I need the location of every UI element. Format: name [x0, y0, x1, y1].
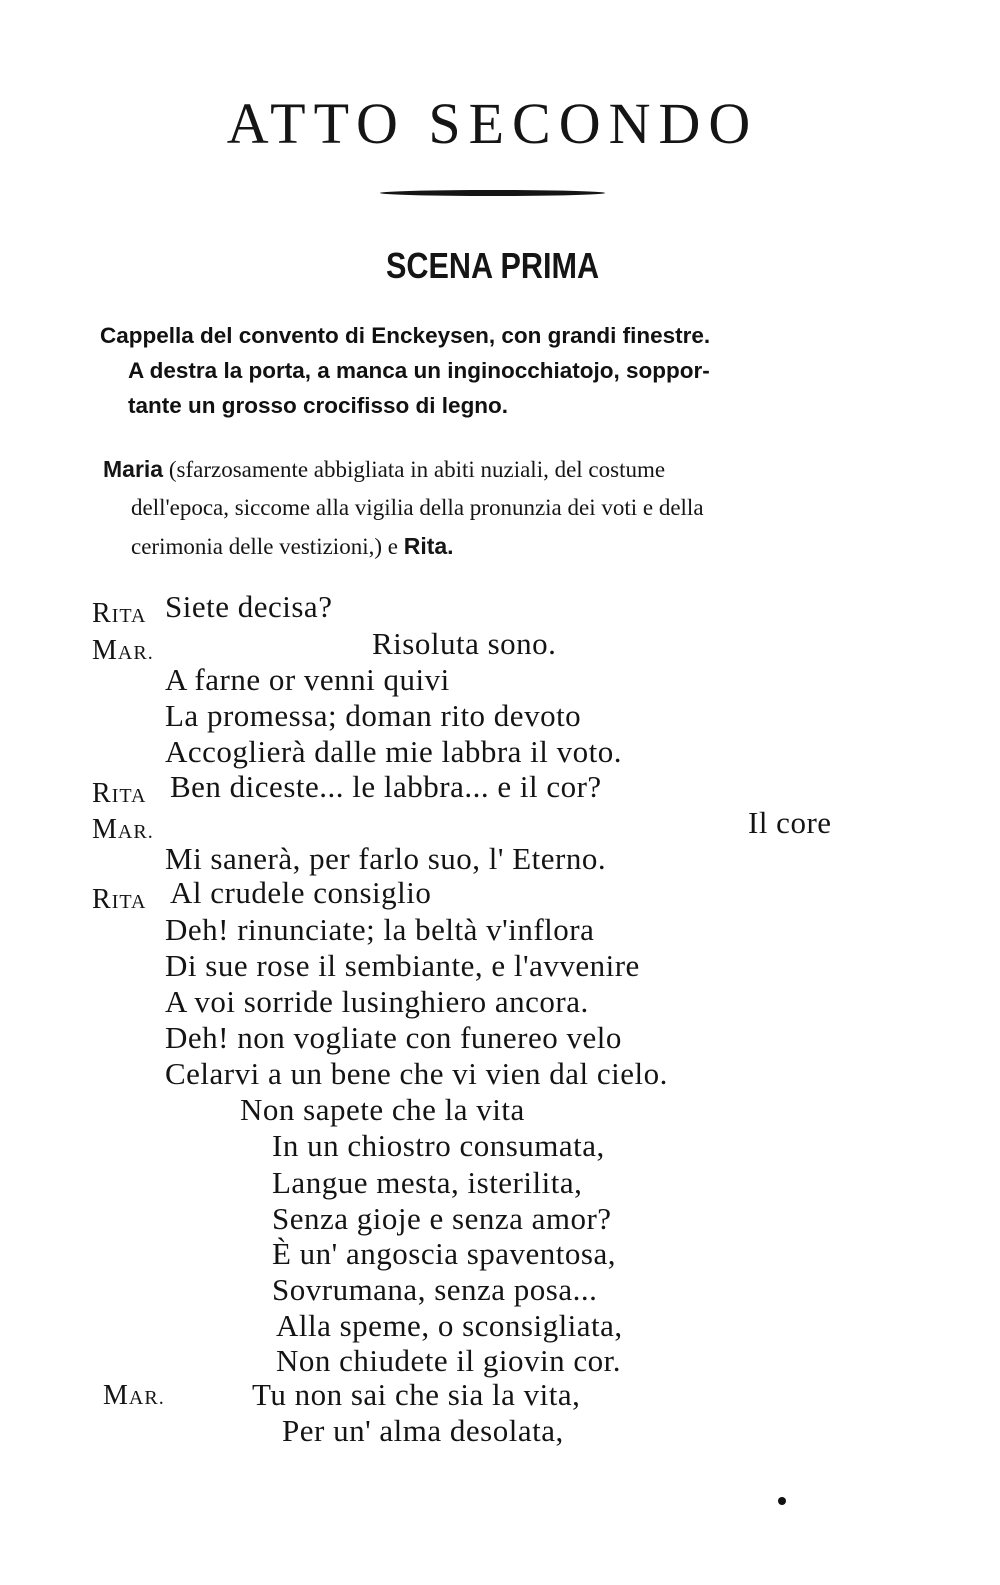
verse-line: In un chiostro consumata, — [272, 1128, 605, 1163]
verse-line: Accoglierà dalle mie labbra il voto. — [165, 734, 622, 769]
scene-title: SCENA PRIMA — [385, 245, 600, 286]
act-title: ATTO SECONDO — [226, 91, 759, 156]
characters-line — [103, 450, 903, 489]
verse-line: Al crudele consiglio — [170, 875, 432, 910]
verse-line: Langue mesta, isterilita, — [272, 1165, 583, 1200]
verse-line: Deh! rinunciate; la beltà v'inflora — [165, 912, 595, 947]
stage-direction-line: tante un grosso crocifisso di legno. — [128, 393, 509, 418]
speaker-label: RITA — [92, 884, 147, 915]
characters-description — [103, 450, 903, 566]
verse-line: Tu non sai che sia la vita, — [252, 1377, 581, 1412]
verse-line: Il core — [748, 805, 832, 840]
verse-line: A voi sorride lusinghiero ancora. — [165, 984, 589, 1019]
character-name-maria: Maria — [103, 456, 164, 482]
characters-line — [103, 527, 903, 566]
verse-line: Risoluta sono. — [372, 626, 557, 661]
verse-line: Siete decisa? — [165, 589, 333, 624]
ink-speck — [778, 1497, 786, 1505]
characters-line: dell'epoca, siccome alla vigilia della pronunzia dei voti e della — [131, 495, 704, 520]
character-name-rita: Rita. — [403, 533, 454, 559]
stage-direction-line: Cappella del convento di Enckeysen, con grandi finestre. — [100, 323, 711, 348]
characters-desc: cerimonia delle vestizioni,) e — [131, 534, 404, 559]
verse-line: Deh! non vogliate con funereo velo — [165, 1020, 622, 1055]
verse-line: La promessa; doman rito devoto — [165, 698, 582, 733]
verse-line: Sovrumana, senza posa... — [272, 1272, 598, 1307]
verse-line: Non chiudete il giovin cor. — [276, 1343, 621, 1378]
verse-line: Senza gioje e senza amor? — [272, 1201, 612, 1236]
verse-line: Alla speme, o sconsigliata, — [276, 1308, 623, 1343]
title-divider — [380, 190, 605, 196]
verse-line: Di sue rose il sembiante, e l'avvenire — [165, 948, 640, 983]
characters-desc: (sfarzosamente abbigliata in abiti nuziali, del costume — [163, 457, 666, 482]
verse-line: Mi sanerà, per farlo suo, l' Eterno. — [165, 841, 607, 876]
speaker-label: RITA — [92, 778, 147, 809]
verse-line: Per un' alma desolata, — [282, 1413, 564, 1448]
speaker-label: MAR. — [92, 635, 154, 666]
verse-line: È un' angoscia spaventosa, — [272, 1236, 616, 1271]
speaker-label: RITA — [92, 598, 147, 629]
verse-line: Non sapete che la vita — [240, 1092, 525, 1127]
speaker-label: MAR. — [92, 814, 154, 845]
verse-line: Celarvi a un bene che vi vien dal cielo. — [165, 1056, 668, 1091]
stage-direction — [100, 318, 900, 423]
speaker-label: MAR. — [103, 1380, 165, 1411]
stage-direction-line: A destra la porta, a manca un inginocchiatojo, soppor- — [128, 358, 710, 383]
verse-line: A farne or venni quivi — [165, 662, 450, 697]
verse-line: Ben diceste... le labbra... e il cor? — [170, 769, 602, 804]
